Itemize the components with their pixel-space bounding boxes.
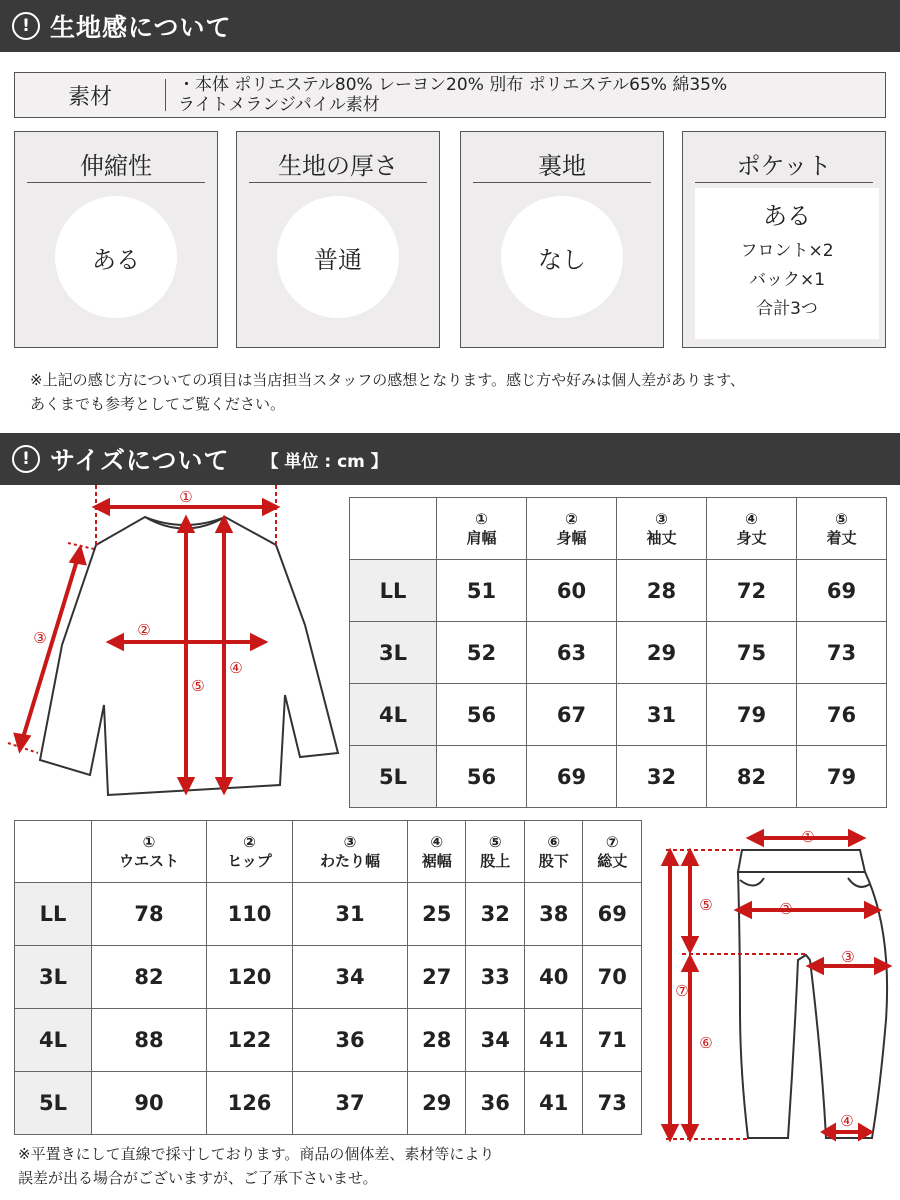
size-label: 3L bbox=[15, 946, 92, 1009]
pants-diagram bbox=[660, 820, 895, 1145]
table-row bbox=[350, 622, 887, 684]
header-cell: ② ヒップ bbox=[207, 821, 293, 883]
value-cell: 38 bbox=[524, 883, 582, 946]
value-cell: 29 bbox=[617, 622, 707, 684]
value-cell: 126 bbox=[207, 1072, 293, 1135]
pocket-total: 合計3つ bbox=[756, 299, 818, 319]
value-cell: 69 bbox=[797, 560, 887, 622]
fabric-note-line-1: ※上記の感じ方についての項目は当店担当スタッフの感想となります。感じ方や好みは個人差があります、 bbox=[30, 371, 745, 389]
value-cell: 28 bbox=[617, 560, 707, 622]
value-cell: 63 bbox=[527, 622, 617, 684]
value-cell: 78 bbox=[92, 883, 207, 946]
header-cell: ⑤ 股上 bbox=[466, 821, 524, 883]
pants-label-4: ④ bbox=[840, 1112, 854, 1130]
stretch-box bbox=[14, 131, 218, 348]
shirt-label-2: ② bbox=[137, 621, 151, 639]
exclamation-icon: ! bbox=[12, 12, 40, 40]
value-cell: 88 bbox=[92, 1009, 207, 1072]
header-cell: ④ 裾幅 bbox=[408, 821, 466, 883]
pants-label-6: ⑥ bbox=[699, 1034, 713, 1052]
size-label: LL bbox=[15, 883, 92, 946]
value-cell: 41 bbox=[524, 1072, 582, 1135]
table-row bbox=[350, 746, 887, 808]
value-cell: 72 bbox=[707, 560, 797, 622]
thickness-box bbox=[236, 131, 440, 348]
value-cell: 110 bbox=[207, 883, 293, 946]
value-cell: 36 bbox=[292, 1009, 407, 1072]
value-cell: 29 bbox=[408, 1072, 466, 1135]
value-cell: 33 bbox=[466, 946, 524, 1009]
value-cell: 60 bbox=[527, 560, 617, 622]
value-cell: 32 bbox=[466, 883, 524, 946]
table-row bbox=[350, 560, 887, 622]
value-cell: 82 bbox=[707, 746, 797, 808]
shirt-label-4: ④ bbox=[229, 659, 243, 677]
header-cell: ⑤ 着丈 bbox=[797, 498, 887, 560]
pants-label-7: ⑦ bbox=[675, 982, 689, 1000]
lining-value: なし bbox=[501, 196, 623, 318]
stretch-title: 伸縮性 bbox=[27, 146, 205, 183]
value-cell: 31 bbox=[292, 883, 407, 946]
size-note-line-1: ※平置きにして直線で採寸しております。商品の個体差、素材等により bbox=[18, 1145, 495, 1163]
fabric-note-line-2: あくまでも参考としてご覧ください。 bbox=[30, 395, 286, 413]
table-row bbox=[15, 946, 642, 1009]
shirt-label-3: ③ bbox=[33, 629, 47, 647]
value-cell: 79 bbox=[707, 684, 797, 746]
shirt-label-1: ① bbox=[179, 488, 193, 506]
pants-size-table bbox=[14, 820, 642, 1135]
size-section-title: サイズについて bbox=[50, 446, 230, 475]
shirt-size-table bbox=[349, 497, 887, 808]
shirt-diagram bbox=[0, 485, 340, 810]
fabric-section-title: 生地感について bbox=[50, 13, 232, 42]
value-cell: 69 bbox=[583, 883, 642, 946]
size-label: LL bbox=[350, 560, 437, 622]
value-cell: 67 bbox=[527, 684, 617, 746]
value-cell: 27 bbox=[408, 946, 466, 1009]
table-corner bbox=[350, 498, 437, 560]
size-label: 4L bbox=[350, 684, 437, 746]
table-row bbox=[15, 1009, 642, 1072]
fabric-section-header bbox=[0, 0, 900, 52]
size-note bbox=[18, 1142, 494, 1190]
lining-box bbox=[460, 131, 664, 348]
value-cell: 122 bbox=[207, 1009, 293, 1072]
header-cell: ⑥ 股下 bbox=[524, 821, 582, 883]
thickness-title: 生地の厚さ bbox=[249, 146, 427, 183]
value-cell: 69 bbox=[527, 746, 617, 808]
exclamation-icon: ! bbox=[12, 445, 40, 473]
material-label: 素材 bbox=[67, 84, 112, 110]
value-cell: 51 bbox=[437, 560, 527, 622]
value-cell: 56 bbox=[437, 684, 527, 746]
header-cell: ② 身幅 bbox=[527, 498, 617, 560]
material-line-1: ・本体 ポリエステル80% レーヨン20% 別布 ポリエステル65% 綿35% bbox=[178, 75, 728, 95]
table-corner bbox=[15, 821, 92, 883]
value-cell: 36 bbox=[466, 1072, 524, 1135]
table-row bbox=[15, 1072, 642, 1135]
pocket-front: フロント×2 bbox=[740, 241, 834, 261]
header-cell: ③ 袖丈 bbox=[617, 498, 707, 560]
material-row bbox=[14, 72, 886, 118]
value-cell: 82 bbox=[92, 946, 207, 1009]
stretch-value: ある bbox=[55, 196, 177, 318]
value-cell: 56 bbox=[437, 746, 527, 808]
value-cell: 71 bbox=[583, 1009, 642, 1072]
header-cell: ① ウエスト bbox=[92, 821, 207, 883]
value-cell: 52 bbox=[437, 622, 527, 684]
table-row bbox=[15, 883, 642, 946]
value-cell: 31 bbox=[617, 684, 707, 746]
value-cell: 120 bbox=[207, 946, 293, 1009]
value-cell: 76 bbox=[797, 684, 887, 746]
pocket-box bbox=[682, 131, 886, 348]
pants-label-1: ① bbox=[801, 828, 815, 846]
header-cell: ⑦ 総丈 bbox=[583, 821, 642, 883]
value-cell: 40 bbox=[524, 946, 582, 1009]
header-cell: ③ わたり幅 bbox=[292, 821, 407, 883]
thickness-value: 普通 bbox=[277, 196, 399, 318]
size-label: 4L bbox=[15, 1009, 92, 1072]
value-cell: 37 bbox=[292, 1072, 407, 1135]
value-cell: 32 bbox=[617, 746, 707, 808]
material-line-2: ライトメランジパイル素材 bbox=[178, 95, 380, 115]
pants-label-5: ⑤ bbox=[699, 896, 713, 914]
pocket-back: バック×1 bbox=[748, 270, 826, 290]
value-cell: 75 bbox=[707, 622, 797, 684]
lining-title: 裏地 bbox=[473, 146, 651, 183]
size-section-header bbox=[0, 433, 900, 485]
value-cell: 25 bbox=[408, 883, 466, 946]
value-cell: 34 bbox=[466, 1009, 524, 1072]
header-cell: ④ 身丈 bbox=[707, 498, 797, 560]
material-text bbox=[166, 75, 727, 115]
value-cell: 41 bbox=[524, 1009, 582, 1072]
value-cell: 73 bbox=[797, 622, 887, 684]
pants-label-3: ③ bbox=[841, 948, 855, 966]
value-cell: 34 bbox=[292, 946, 407, 1009]
value-cell: 79 bbox=[797, 746, 887, 808]
pocket-title: ポケット bbox=[695, 146, 873, 183]
size-label: 5L bbox=[350, 746, 437, 808]
pocket-details bbox=[695, 188, 879, 339]
header-cell: ① 肩幅 bbox=[437, 498, 527, 560]
unit-label: 【 単位 : cm 】 bbox=[261, 451, 388, 472]
fabric-note bbox=[30, 368, 745, 416]
value-cell: 70 bbox=[583, 946, 642, 1009]
pants-waistband bbox=[738, 850, 865, 872]
size-note-line-2: 誤差が出る場合がございますが、ご了承下さいませ。 bbox=[18, 1169, 378, 1187]
value-cell: 73 bbox=[583, 1072, 642, 1135]
size-label: 3L bbox=[350, 622, 437, 684]
value-cell: 28 bbox=[408, 1009, 466, 1072]
table-row bbox=[350, 684, 887, 746]
pants-label-2: ② bbox=[779, 900, 793, 918]
pocket-value: ある bbox=[763, 202, 811, 230]
value-cell: 90 bbox=[92, 1072, 207, 1135]
size-label: 5L bbox=[15, 1072, 92, 1135]
shirt-label-5: ⑤ bbox=[191, 677, 205, 695]
